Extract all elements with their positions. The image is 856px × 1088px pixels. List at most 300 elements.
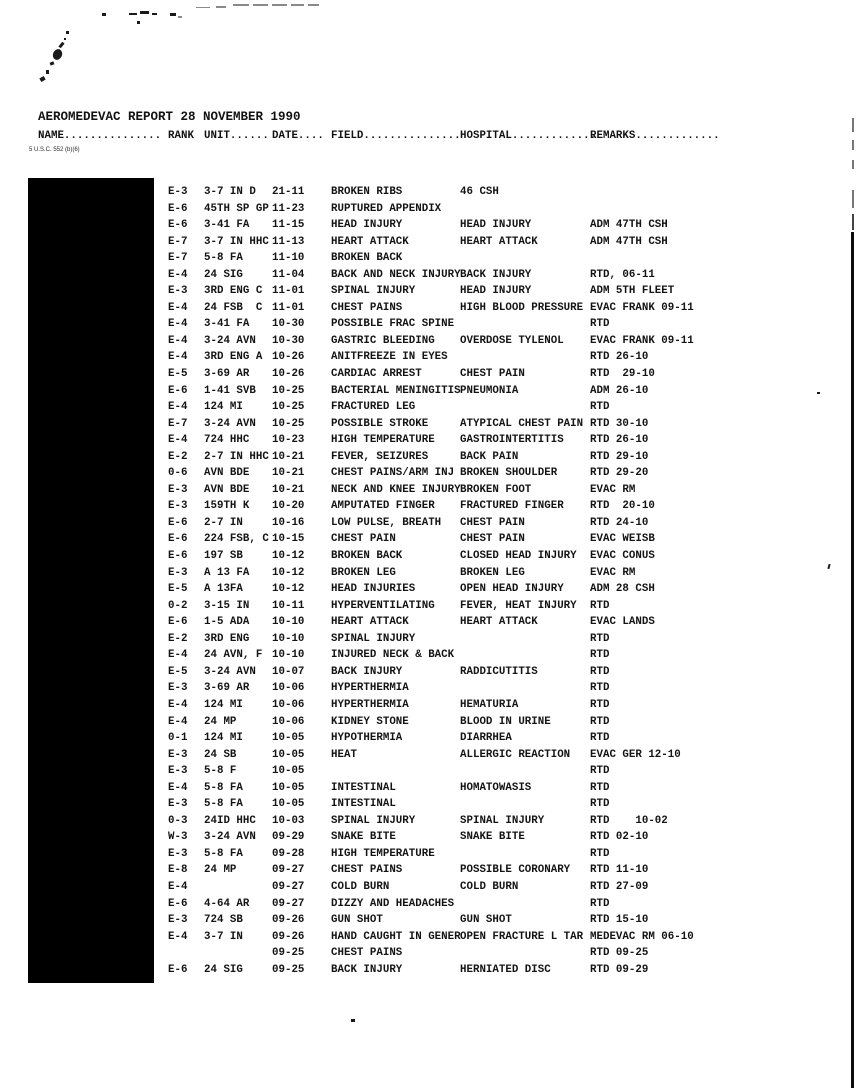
cell-field: SPINAL INJURY	[331, 285, 416, 298]
cell-unit: 3-69 AR	[204, 368, 250, 381]
cell-date: 10-05	[272, 798, 305, 811]
cell-remarks: RTD 29-10	[590, 368, 655, 381]
cell-date: 10-06	[272, 698, 305, 711]
cell-field: BACK INJURY	[331, 963, 403, 976]
cell-date: 09-27	[272, 897, 305, 910]
cell-rank: E-6	[168, 202, 188, 215]
cell-rank: E-3	[168, 500, 188, 513]
cell-date: 11-04	[272, 268, 305, 281]
cell-rank: E-4	[168, 715, 188, 728]
cell-remarks: RTD	[590, 401, 610, 414]
cell-date: 10-05	[272, 748, 305, 761]
cell-hospital: HEAD INJURY	[460, 219, 532, 232]
cell-rank: E-6	[168, 384, 188, 397]
ink-smudge	[66, 31, 69, 34]
cell-date: 10-25	[272, 384, 305, 397]
cell-unit: 5-8 FA	[204, 252, 243, 265]
cell-unit: 724 HHC	[204, 434, 250, 447]
cell-unit: 124 MI	[204, 698, 243, 711]
cell-remarks: RTD 29-20	[590, 467, 649, 480]
cell-rank: E-4	[168, 334, 188, 347]
cell-unit: 45TH SP GP	[204, 202, 269, 215]
cell-hospital: 46 CSH	[460, 186, 499, 198]
cell-field: HEAT	[331, 748, 357, 761]
cell-field: POSSIBLE STROKE	[331, 417, 429, 430]
cell-date: 10-12	[272, 566, 305, 579]
cell-date: 10-25	[272, 417, 305, 430]
cell-hospital: FRACTURED FINGER	[460, 500, 564, 513]
scan-edge-line	[852, 160, 854, 169]
cell-hospital: BROKEN FOOT	[460, 483, 532, 496]
cell-remarks: RTD	[590, 665, 610, 678]
cell-field	[331, 763, 460, 780]
ink-smudge	[64, 38, 66, 40]
cell-hospital: GASTROINTERTITIS	[460, 434, 564, 447]
cell-rank: E-5	[168, 368, 188, 381]
cell-date: 11-01	[272, 301, 305, 314]
cell-field: POSSIBLE FRAC SPINE	[331, 318, 455, 331]
cell-remarks: RTD	[590, 897, 610, 910]
cell-hospital: CHEST PAIN	[460, 533, 525, 546]
cell-hospital	[460, 647, 590, 664]
cell-unit: 3-41 FA	[204, 219, 250, 232]
cell-hospital: CHEST PAIN	[460, 516, 525, 529]
cell-remarks: RTD 09-25	[590, 947, 649, 960]
cell-date: 10-06	[272, 682, 305, 695]
cell-date: 10-21	[272, 467, 305, 480]
cell-unit: 4-64 AR	[204, 897, 250, 910]
cell-remarks: ADM 47TH CSH	[590, 235, 668, 248]
cell-remarks: EVAC WEISB	[590, 533, 655, 546]
scan-edge-line	[852, 140, 854, 150]
cell-field: HYPERTHERMIA	[331, 682, 409, 695]
cell-hospital: HERNIATED DISC	[460, 963, 551, 976]
cell-rank	[168, 945, 204, 962]
cell-date: 10-10	[272, 616, 305, 629]
scan-artifact-speck	[152, 13, 157, 15]
cell-date: 10-26	[272, 351, 305, 364]
cell-unit: AVN BDE	[204, 483, 250, 496]
cell-rank: E-8	[168, 864, 188, 877]
cell-rank: E-6	[168, 219, 188, 232]
cell-field: HEAD INJURY	[331, 219, 403, 232]
cell-unit: 3RD ENG C	[204, 285, 263, 298]
scan-artifact-dash	[196, 7, 210, 8]
cell-date: 10-30	[272, 318, 305, 331]
cell-unit	[204, 879, 272, 896]
cell-unit: 24 SIG	[204, 963, 243, 976]
cell-date: 09-29	[272, 831, 305, 844]
cell-remarks: RTD 24-10	[590, 516, 649, 529]
cell-date: 21-11	[272, 186, 305, 198]
cell-rank: E-6	[168, 897, 188, 910]
cell-unit: 159TH K	[204, 500, 250, 513]
cell-unit: 3-15 IN	[204, 599, 250, 612]
cell-field: HEART ATTACK	[331, 235, 409, 248]
cell-rank: E-3	[168, 748, 188, 761]
cell-date: 10-03	[272, 814, 305, 827]
cell-remarks: RTD 10-02	[590, 814, 668, 827]
cell-unit: 24 FSB C	[204, 301, 263, 314]
cell-field: FEVER, SEIZURES	[331, 450, 429, 463]
cell-unit: 5-8 FA	[204, 798, 243, 811]
cell-remarks: RTD	[590, 765, 610, 778]
cell-hospital: CLOSED HEAD INJURY	[460, 550, 577, 563]
cell-rank: E-4	[168, 268, 188, 281]
cell-unit: 3-41 FA	[204, 318, 250, 331]
cell-unit: 3-24 AVN	[204, 831, 256, 844]
cell-date: 09-26	[272, 914, 305, 927]
cell-date: 09-25	[272, 963, 305, 976]
cell-unit: 24 MP	[204, 715, 237, 728]
cell-rank: E-6	[168, 963, 188, 976]
cell-rank: E-6	[168, 550, 188, 563]
cell-hospital	[460, 316, 590, 333]
cell-unit: 124 MI	[204, 401, 243, 414]
cell-unit: 3-7 IN	[204, 930, 243, 943]
cell-date: 10-30	[272, 334, 305, 347]
cell-date: 09-27	[272, 880, 305, 893]
cell-remarks: RTD	[590, 715, 610, 728]
cell-field: SPINAL INJURY	[331, 814, 416, 827]
cell-remarks: RTD 27-09	[590, 880, 649, 893]
cell-rank: E-4	[168, 698, 188, 711]
cell-remarks: RTD	[590, 649, 610, 662]
scan-artifact-dash	[308, 4, 319, 6]
cell-rank: E-6	[168, 533, 188, 546]
cell-field: DIZZY AND HEADACHES	[331, 897, 455, 910]
scan-artifact-speck	[140, 11, 149, 14]
cell-remarks: RTD 29-10	[590, 450, 649, 463]
cell-date: 10-26	[272, 368, 305, 381]
column-header-hospital: HOSPITAL.............	[460, 130, 597, 142]
cell-hospital: PNEUMONIA	[460, 384, 519, 397]
cell-rank: E-3	[168, 566, 188, 579]
cell-unit: 3-24 AVN	[204, 665, 256, 678]
report-title: AEROMEDEVAC REPORT 28 NOVEMBER 1990	[38, 110, 301, 124]
cell-rank: E-4	[168, 318, 188, 331]
cell-remarks: RTD	[590, 632, 610, 645]
cell-remarks: EVAC GER 12-10	[590, 748, 681, 761]
cell-date: 10-23	[272, 434, 305, 447]
cell-hospital: POSSIBLE CORONARY	[460, 864, 571, 877]
cell-rank: W-3	[168, 831, 188, 844]
cell-date: 10-21	[272, 450, 305, 463]
cell-remarks: ADM 5TH FLEET	[590, 285, 675, 298]
cell-rank: E-4	[168, 930, 188, 943]
scan-artifact-dash	[216, 6, 226, 8]
scan-edge-line	[852, 214, 854, 230]
cell-remarks: EVAC RM	[590, 566, 636, 579]
cell-field: KIDNEY STONE	[331, 715, 409, 728]
cell-unit: 3-24 AVN	[204, 417, 256, 430]
cell-rank: E-3	[168, 682, 188, 695]
cell-field: CHEST PAIN	[331, 533, 396, 546]
column-header-unit: UNIT......	[204, 130, 269, 142]
cell-field: HAND CAUGHT IN GENER	[331, 930, 461, 943]
cell-remarks: RTD 09-29	[590, 963, 649, 976]
cell-rank: E-6	[168, 516, 188, 529]
cell-unit: 224 FSB, C	[204, 533, 269, 546]
cell-date: 10-12	[272, 550, 305, 563]
cell-field: INJURED NECK & BACK	[331, 649, 455, 662]
cell-hospital: DIARRHEA	[460, 732, 512, 745]
cell-hospital: BACK PAIN	[460, 450, 519, 463]
cell-field: HEART ATTACK	[331, 616, 409, 629]
cell-field: SNAKE BITE	[331, 831, 396, 844]
scan-edge-line	[851, 232, 854, 1088]
cell-remarks: EVAC CONUS	[590, 550, 655, 563]
cell-remarks	[590, 201, 760, 218]
cell-hospital: GUN SHOT	[460, 914, 512, 927]
cell-date: 10-21	[272, 483, 305, 496]
cell-unit: 3-7 IN HHC	[204, 235, 269, 248]
cell-field: HYPERTHERMIA	[331, 698, 409, 711]
cell-remarks: ADM 47TH CSH	[590, 219, 668, 232]
cell-date: 10-07	[272, 665, 305, 678]
cell-hospital: BLOOD IN URINE	[460, 715, 551, 728]
cell-date: 09-27	[272, 864, 305, 877]
cell-field: LOW PULSE, BREATH	[331, 516, 442, 529]
cell-hospital	[460, 680, 590, 697]
cell-unit: 197 SB	[204, 550, 243, 563]
scan-artifact-speck	[351, 1019, 355, 1022]
cell-unit: 2-7 IN HHC	[204, 450, 269, 463]
cell-field: BACK AND NECK INJURY	[331, 268, 461, 281]
cell-field: HYPERVENTILATING	[331, 599, 435, 612]
cell-rank: E-5	[168, 583, 188, 596]
cell-hospital: HEMATURIA	[460, 698, 519, 711]
cell-date: 10-05	[272, 765, 305, 778]
scan-artifact-speck	[178, 16, 182, 18]
cell-hospital: FEVER, HEAT INJURY	[460, 599, 577, 612]
cell-field: BACTERIAL MENINGITIS	[331, 384, 461, 397]
table-header-row	[38, 130, 760, 142]
cell-remarks: RTD 26-10	[590, 434, 649, 447]
cell-field: ANITFREEZE IN EYES	[331, 351, 448, 364]
scan-artifact-dash	[253, 4, 268, 6]
cell-hospital: SNAKE BITE	[460, 831, 525, 844]
scan-edge-line	[852, 190, 854, 208]
cell-date: 11-10	[272, 252, 305, 265]
cell-unit: 24 AVN, F	[204, 649, 263, 662]
cell-rank: E-4	[168, 301, 188, 314]
cell-hospital: HIGH BLOOD PRESSURE	[460, 301, 584, 314]
cell-hospital: HEAD INJURY	[460, 285, 532, 298]
privacy-exemption-citation: 5 U.S.C. 552 (b)(6)	[29, 147, 80, 153]
scan-artifact-dash	[272, 4, 287, 6]
cell-unit: 2-7 IN	[204, 516, 243, 529]
redacted-name-column	[28, 178, 154, 983]
ink-smudge	[50, 61, 55, 65]
cell-unit: 3RD ENG	[204, 632, 250, 645]
cell-rank: E-3	[168, 847, 188, 860]
cell-unit	[204, 945, 272, 962]
cell-remarks: RTD 30-10	[590, 417, 649, 430]
cell-unit: 24 MP	[204, 864, 237, 877]
cell-date: 10-12	[272, 583, 305, 596]
cell-rank: E-7	[168, 417, 188, 430]
scan-edge-line	[852, 118, 854, 132]
cell-hospital: OPEN FRACTURE L TAR	[460, 930, 584, 943]
cell-unit: 3RD ENG A	[204, 351, 263, 364]
cell-rank: E-3	[168, 798, 188, 811]
cell-remarks	[590, 184, 760, 201]
cell-remarks: ADM 28 CSH	[590, 583, 655, 596]
scan-artifact-speck	[827, 564, 830, 569]
cell-date: 10-15	[272, 533, 305, 546]
cell-date: 10-05	[272, 781, 305, 794]
cell-date: 10-11	[272, 599, 305, 612]
cell-rank: E-4	[168, 880, 188, 893]
cell-hospital	[460, 349, 590, 366]
cell-hospital: OPEN HEAD INJURY	[460, 583, 564, 596]
cell-remarks: EVAC FRANK 09-11	[590, 301, 694, 314]
cell-remarks: RTD	[590, 798, 610, 811]
ink-smudge	[46, 70, 49, 74]
cell-field: HIGH TEMPERATURE	[331, 434, 435, 447]
cell-rank: 0-6	[168, 467, 188, 480]
cell-hospital: HOMATOWASIS	[460, 781, 532, 794]
cell-remarks: RTD	[590, 682, 610, 695]
cell-unit: AVN BDE	[204, 467, 250, 480]
cell-field: HEAD INJURIES	[331, 583, 416, 596]
cell-unit: 1-41 SVB	[204, 384, 256, 397]
cell-remarks: RTD 15-10	[590, 914, 649, 927]
cell-rank: E-4	[168, 781, 188, 794]
cell-rank: E-3	[168, 285, 188, 298]
cell-field: BROKEN LEG	[331, 566, 396, 579]
scan-artifact-speck	[137, 21, 140, 24]
scan-artifact-dash	[291, 4, 304, 6]
cell-hospital	[460, 631, 590, 648]
cell-field: GASTRIC BLEEDING	[331, 334, 435, 347]
cell-remarks: RTD	[590, 847, 610, 860]
cell-field: CHEST PAINS	[331, 864, 403, 877]
cell-rank: E-4	[168, 434, 188, 447]
cell-unit: A 13 FA	[204, 566, 250, 579]
ink-smudge	[39, 76, 45, 82]
cell-hospital	[460, 945, 590, 962]
cell-remarks: RTD, 06-11	[590, 268, 655, 281]
cell-field: INTESTINAL	[331, 781, 396, 794]
cell-date: 11-13	[272, 235, 305, 248]
cell-rank: E-7	[168, 235, 188, 248]
cell-unit: 3-69 AR	[204, 682, 250, 695]
cell-unit: 24 SIG	[204, 268, 243, 281]
cell-rank: 0-2	[168, 599, 188, 612]
cell-date: 10-16	[272, 516, 305, 529]
cell-field: FRACTURED LEG	[331, 401, 416, 414]
cell-hospital: BROKEN SHOULDER	[460, 467, 558, 480]
column-header-name: NAME...............	[38, 130, 162, 142]
cell-remarks: RTD 20-10	[590, 500, 655, 513]
cell-remarks: RTD	[590, 781, 610, 794]
cell-hospital: OVERDOSE TYLENOL	[460, 334, 564, 347]
scan-artifact-dash	[233, 4, 249, 6]
cell-rank: E-2	[168, 632, 188, 645]
cell-hospital: HEART ATTACK	[460, 616, 538, 629]
cell-unit: 3-7 IN D	[204, 186, 256, 198]
cell-unit: 5-8 FA	[204, 781, 243, 794]
cell-field: NECK AND KNEE INJURY	[331, 483, 461, 496]
ink-smudge	[58, 42, 64, 49]
cell-date: 10-06	[272, 715, 305, 728]
cell-field: HIGH TEMPERATURE	[331, 847, 435, 860]
cell-rank: E-3	[168, 483, 188, 496]
cell-field: CHEST PAINS	[331, 301, 403, 314]
cell-unit: 24ID HHC	[204, 814, 256, 827]
cell-rank: 0-3	[168, 814, 188, 827]
cell-hospital: HEART ATTACK	[460, 235, 538, 248]
cell-remarks: EVAC LANDS	[590, 616, 655, 629]
cell-rank: E-3	[168, 186, 188, 198]
cell-remarks: MEDEVAC RM 06-10	[590, 930, 694, 943]
cell-field: CARDIAC ARREST	[331, 368, 422, 381]
cell-hospital	[460, 201, 590, 218]
cell-hospital: ATYPICAL CHEST PAIN	[460, 417, 584, 430]
cell-field: INTESTINAL	[331, 798, 396, 811]
cell-hospital: COLD BURN	[460, 880, 519, 893]
cell-hospital	[460, 846, 590, 863]
cell-rank: E-5	[168, 665, 188, 678]
cell-remarks: RTD	[590, 318, 610, 331]
cell-rank: E-4	[168, 649, 188, 662]
cell-rank: E-3	[168, 765, 188, 778]
cell-date: 09-26	[272, 930, 305, 943]
cell-unit: 724 SB	[204, 914, 243, 927]
cell-rank: E-4	[168, 401, 188, 414]
cell-unit: A 13FA	[204, 583, 243, 596]
column-header-date: DATE....	[272, 130, 324, 142]
cell-unit: 5-8 F	[204, 765, 237, 778]
cell-rank: E-6	[168, 616, 188, 629]
cell-field: BROKEN BACK	[331, 252, 403, 265]
cell-remarks: RTD 02-10	[590, 831, 649, 844]
cell-remarks	[590, 250, 760, 267]
cell-unit: 24 SB	[204, 748, 237, 761]
cell-remarks: EVAC FRANK 09-11	[590, 334, 694, 347]
cell-remarks: EVAC RM	[590, 483, 636, 496]
scan-artifact-speck	[129, 13, 137, 15]
cell-hospital	[460, 250, 590, 267]
cell-hospital	[460, 399, 590, 416]
cell-date: 10-20	[272, 500, 305, 513]
cell-hospital: BACK INJURY	[460, 268, 532, 281]
cell-remarks: RTD 11-10	[590, 864, 649, 877]
cell-hospital: SPINAL INJURY	[460, 814, 545, 827]
cell-hospital: RADDICUTITIS	[460, 665, 538, 678]
cell-rank: E-7	[168, 252, 188, 265]
cell-field: BACK INJURY	[331, 665, 403, 678]
cell-hospital	[460, 896, 590, 913]
cell-hospital	[460, 763, 590, 780]
cell-remarks: RTD 26-10	[590, 351, 649, 364]
cell-field: CHEST PAINS	[331, 947, 403, 960]
column-header-rank: RANK	[168, 130, 194, 142]
cell-field: AMPUTATED FINGER	[331, 500, 435, 513]
cell-hospital: BROKEN LEG	[460, 566, 525, 579]
cell-field: SPINAL INJURY	[331, 632, 416, 645]
cell-remarks: ADM 26-10	[590, 384, 649, 397]
cell-date: 11-15	[272, 219, 305, 232]
cell-date: 11-23	[272, 202, 305, 215]
cell-field: HYPOTHERMIA	[331, 732, 403, 745]
cell-hospital: ALLERGIC REACTION	[460, 748, 571, 761]
ink-smudge	[51, 48, 64, 62]
cell-rank: E-3	[168, 914, 188, 927]
cell-rank: E-2	[168, 450, 188, 463]
